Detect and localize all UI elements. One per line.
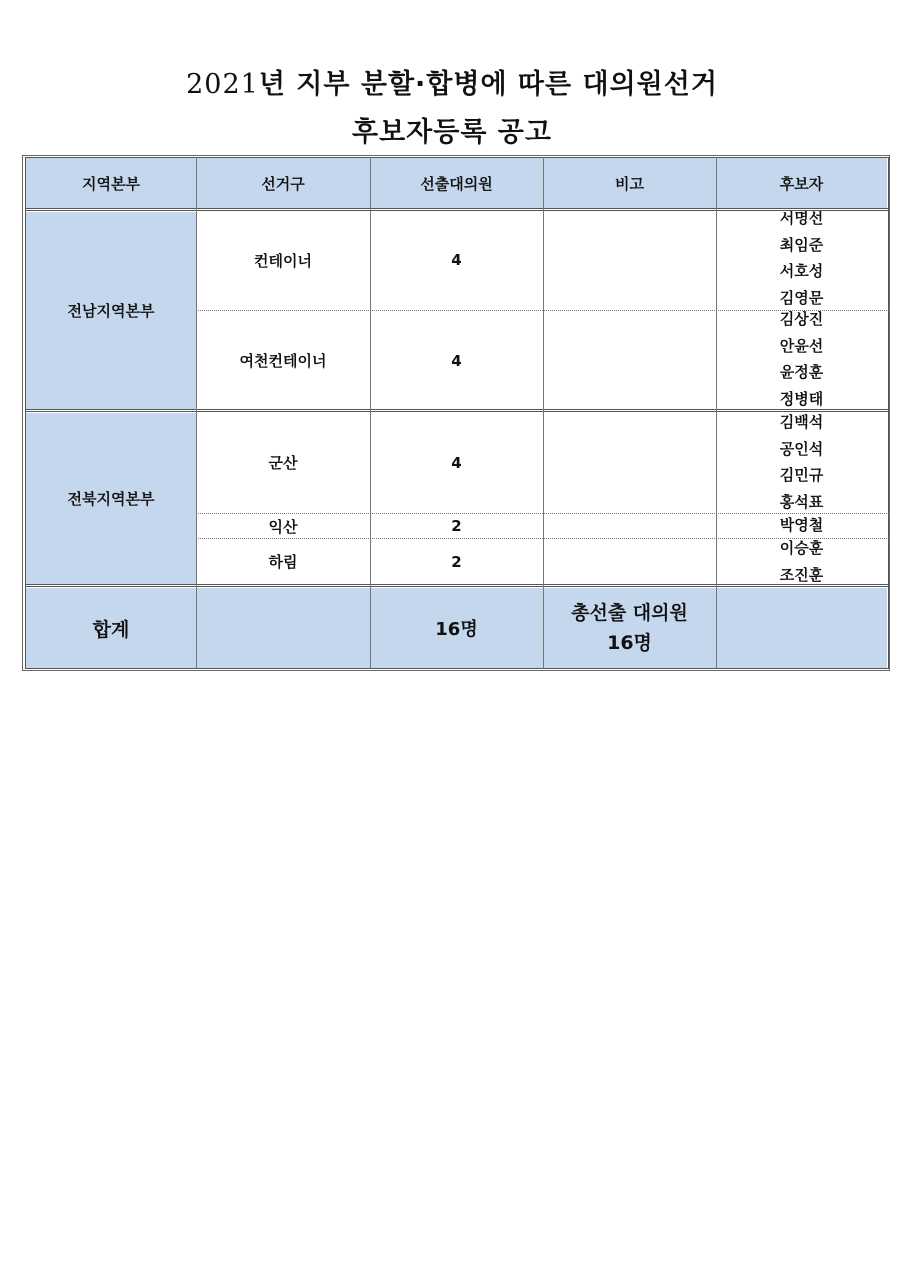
divider	[370, 157, 371, 669]
candidate-name: 김상진	[779, 310, 824, 328]
candidate-name: 홍석표	[779, 492, 824, 511]
candidate-name: 안윤선	[779, 336, 824, 355]
candidate-name: 김영문	[779, 288, 824, 307]
candidate-name: 최임준	[779, 235, 824, 254]
candidate-name: 공인석	[779, 439, 824, 458]
district-count: 2	[451, 517, 462, 535]
candidate-name: 박영철	[779, 516, 824, 534]
candidate-name: 서호성	[779, 262, 824, 280]
page-title-line-2: 후보자등록 공고	[352, 117, 552, 148]
district-name: 군산	[268, 454, 298, 472]
district-name: 하림	[268, 553, 298, 571]
district-count: 4	[451, 251, 462, 269]
district-name: 익산	[268, 517, 298, 536]
total-note-line-2: 16명	[607, 632, 652, 654]
header-delegates: 선출대의원	[370, 158, 543, 208]
district-count: 4	[451, 453, 462, 472]
candidate-name: 조진훈	[779, 565, 824, 584]
region-jeonbuk: 전북지역본부	[26, 413, 196, 584]
district-name: 여천컨테이너	[239, 352, 327, 370]
region-jeonnam: 전남지역본부	[26, 212, 196, 409]
total-count: 16명	[370, 588, 543, 668]
total-note-line-1: 총선출 대의원	[571, 602, 688, 624]
candidate-name: 서명선	[779, 209, 824, 227]
total-label: 합계	[26, 588, 196, 668]
header-region: 지역본부	[26, 158, 196, 208]
header-candidates: 후보자	[716, 158, 887, 208]
candidate-name: 김민규	[779, 466, 824, 484]
page-title-line-1	[0, 62, 904, 101]
divider	[25, 584, 889, 587]
divider	[25, 208, 889, 211]
divider	[716, 157, 717, 669]
candidate-name: 김백석	[779, 413, 824, 431]
inner-border	[25, 157, 889, 669]
header-district: 선거구	[196, 158, 370, 208]
candidate-name: 정병태	[779, 389, 824, 408]
divider	[196, 157, 197, 669]
header-note: 비고	[543, 158, 716, 208]
district-count: 4	[451, 351, 462, 370]
candidate-name: 윤정훈	[779, 363, 824, 381]
district-count: 2	[451, 552, 462, 571]
divider	[543, 157, 544, 669]
divider	[25, 409, 889, 412]
title-text: 년 지부 분할·합병에 따른 대의원선거	[258, 69, 718, 100]
candidate-name: 이승훈	[779, 539, 824, 557]
district-name: 컨테이너	[254, 251, 312, 270]
title-year: 2021	[186, 69, 259, 100]
